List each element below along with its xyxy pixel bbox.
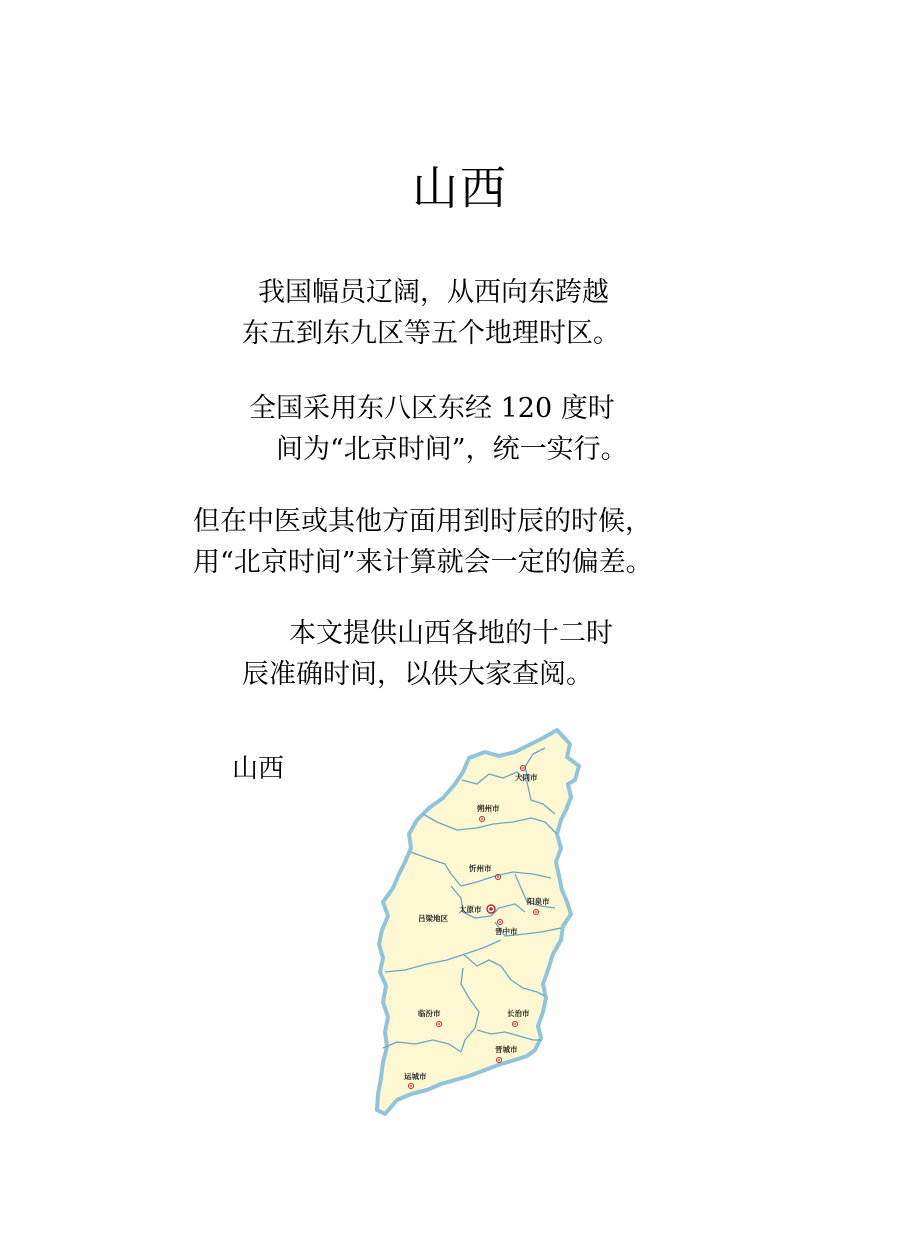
svg-text:阳泉市: 阳泉市: [527, 897, 550, 906]
svg-text:晋中市: 晋中市: [495, 927, 518, 936]
map-caption: 山西: [232, 754, 285, 784]
paragraph-3-line-2: 用“北京时间”来计算就会一定的偏差。: [193, 547, 653, 578]
svg-text:大同市: 大同市: [515, 773, 538, 782]
shanxi-map: [365, 722, 595, 1127]
paragraph-1-line-2: 东五到东九区等五个地理时区。: [242, 318, 620, 349]
city-label-lvliang: [418, 913, 448, 923]
paragraph-1-line-1: 我国幅员辽阔，从西向东跨越: [258, 277, 609, 308]
svg-text:晋城市: 晋城市: [495, 1045, 518, 1054]
svg-text:太原市: 太原市: [459, 905, 482, 914]
svg-text:朔州市: 朔州市: [477, 804, 500, 813]
paragraph-4-line-1: 本文提供山西各地的十二时: [289, 618, 613, 649]
province-outline: [377, 730, 579, 1114]
svg-text:运城市: 运城市: [404, 1072, 427, 1081]
svg-text:吕梁地区: 吕梁地区: [418, 914, 448, 923]
svg-text:临汾市: 临汾市: [418, 1009, 441, 1018]
svg-text:长治市: 长治市: [507, 1009, 530, 1018]
paragraph-3-line-1: 但在中医或其他方面用到时辰的时候，: [193, 506, 652, 537]
page-title: 山西: [412, 161, 508, 215]
paragraph-2-line-1: 全国采用东八区东经 120 度时: [249, 393, 615, 424]
city-label-taiyuan: [459, 904, 495, 914]
svg-text:忻州市: 忻州市: [469, 864, 492, 873]
paragraph-2-line-2: 间为“北京时间”，统一实行。: [276, 434, 628, 465]
paragraph-4-line-2: 辰准确时间，以供大家查阅。: [242, 659, 593, 690]
